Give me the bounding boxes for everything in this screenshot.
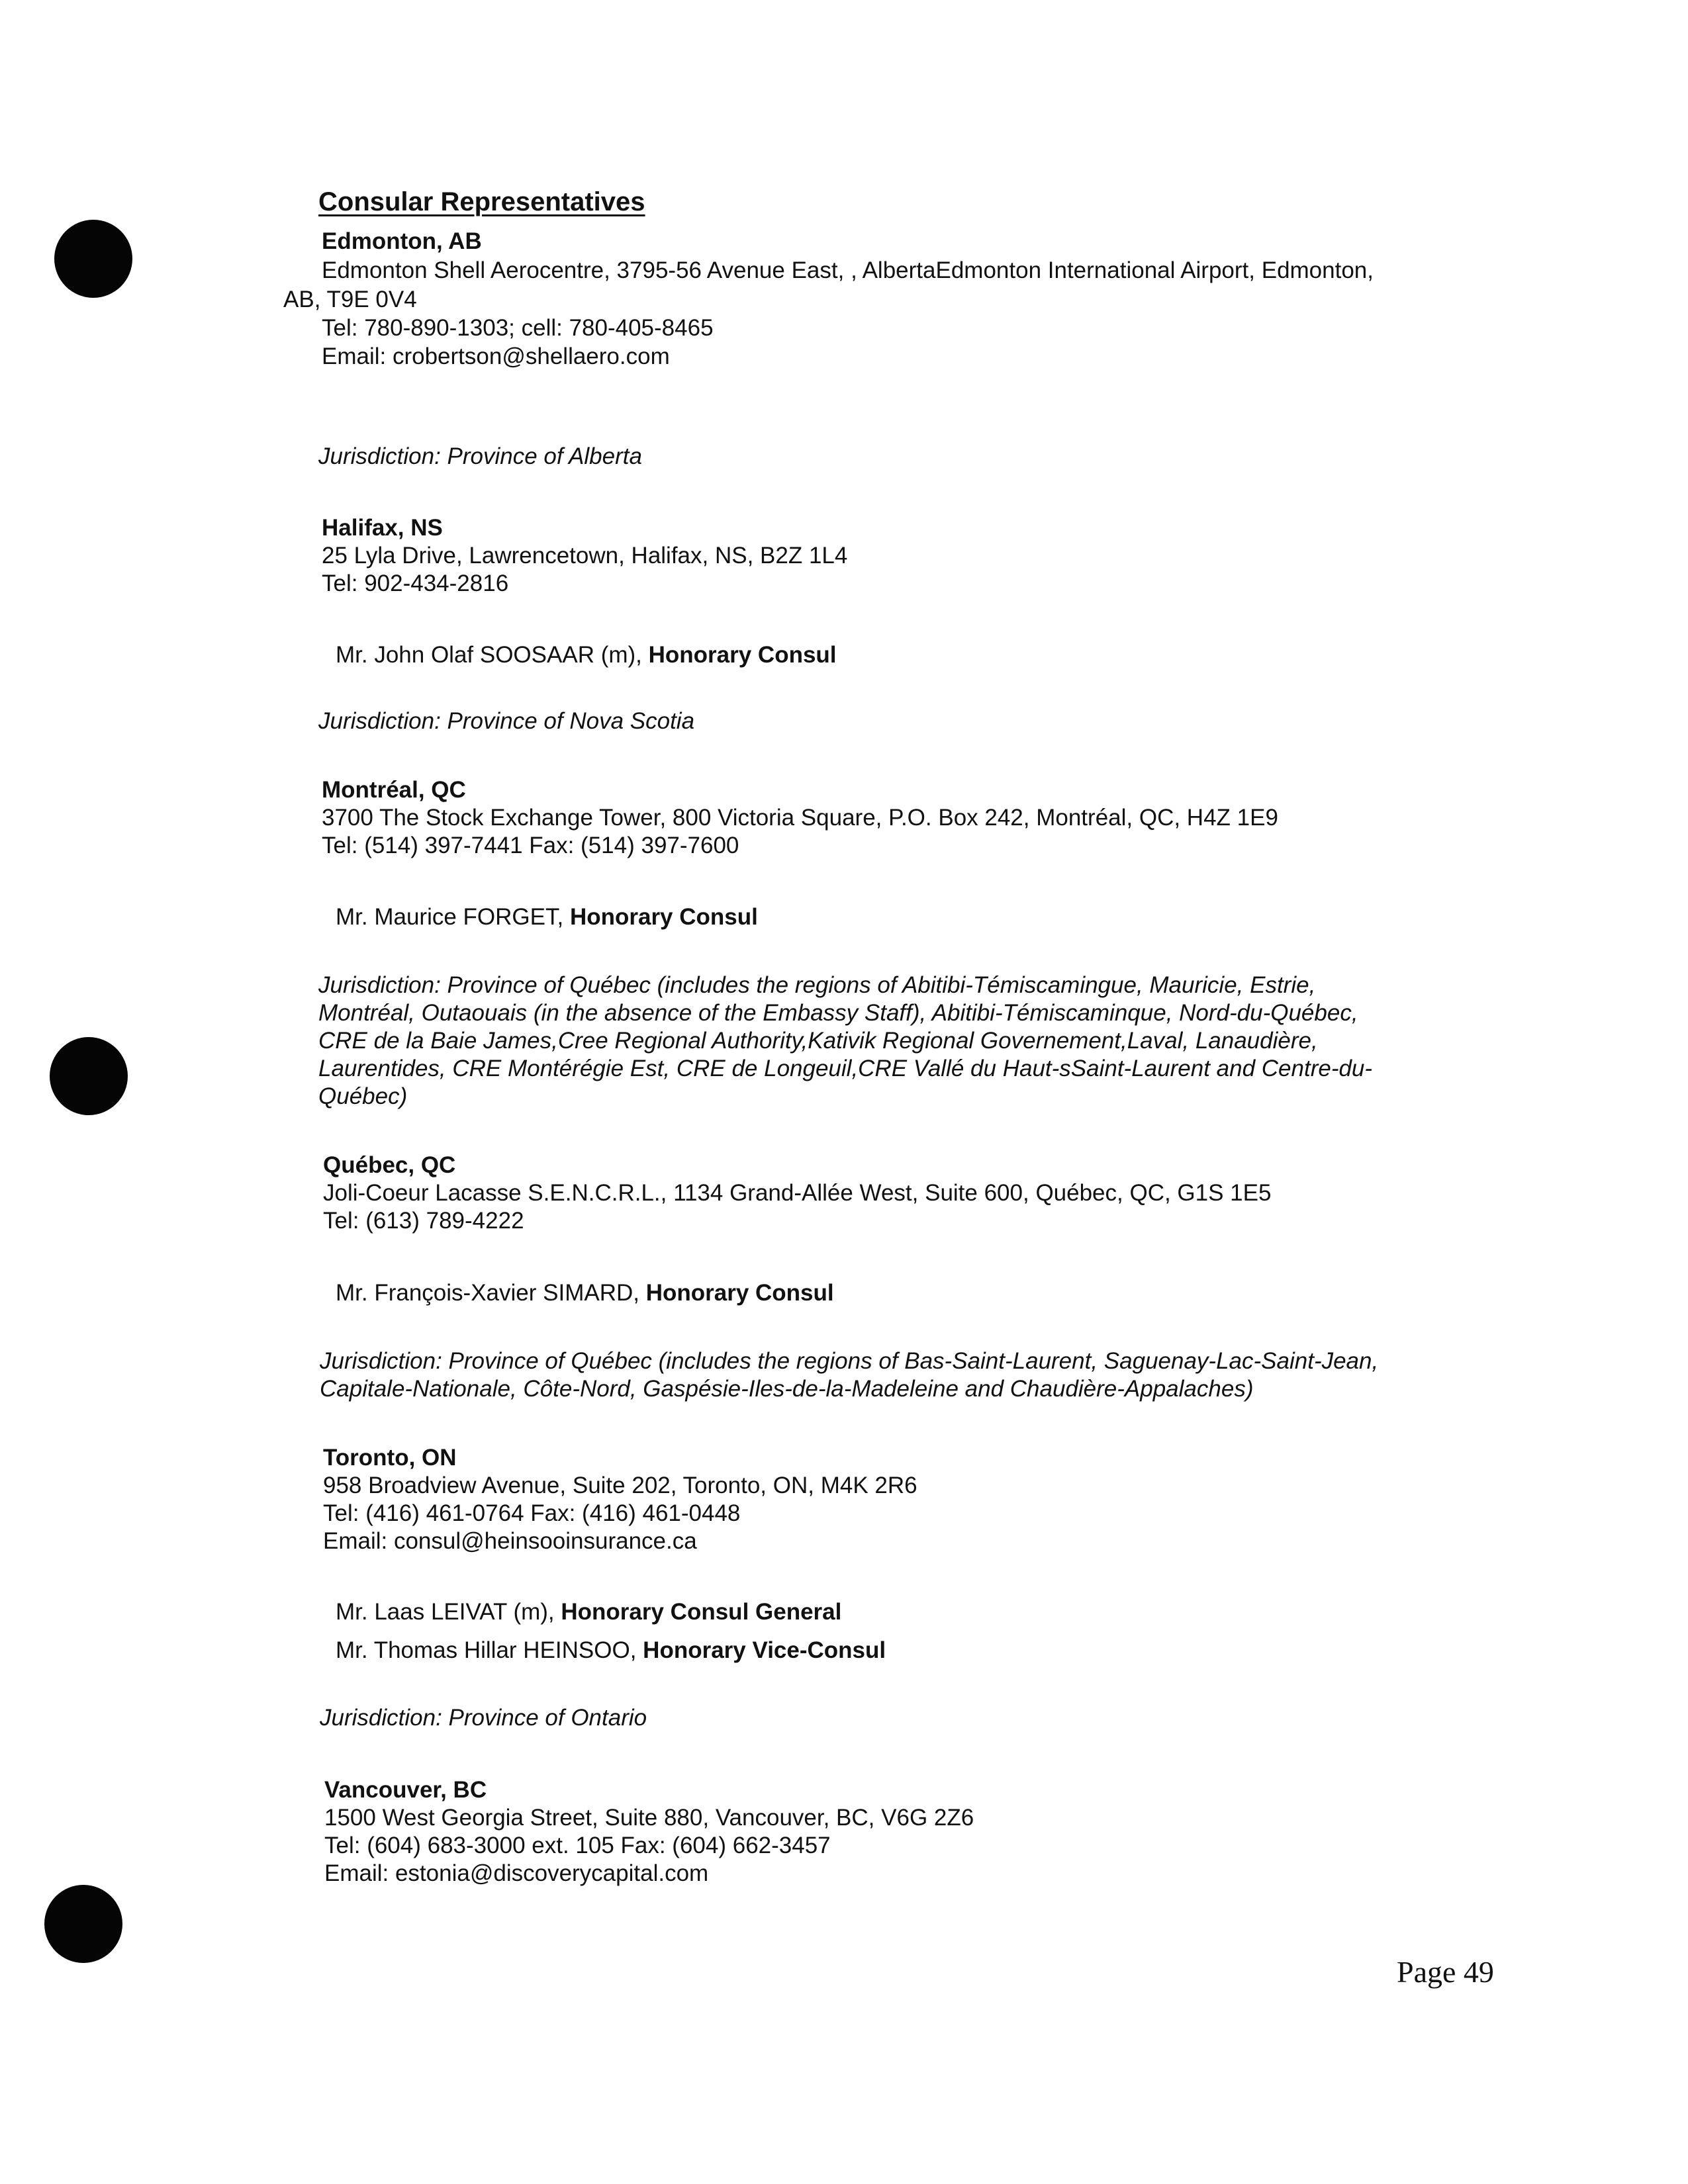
consul-title: Honorary Vice-Consul bbox=[643, 1637, 886, 1663]
consul-name: Mr. Laas LEIVAT (m), bbox=[336, 1599, 561, 1625]
jurisdiction-edmonton: Jurisdiction: Province of Alberta bbox=[318, 443, 642, 469]
city-heading-vancouver: Vancouver, BC bbox=[324, 1777, 487, 1803]
jurisdiction-montreal-line3: CRE de la Baie James,Cree Regional Authority,Kativik Regional Governement,Laval, Lanaudière, bbox=[318, 1028, 1318, 1054]
consul-name: Mr. Maurice FORGET, bbox=[336, 904, 570, 930]
consul-halifax bbox=[336, 641, 837, 670]
consul-name: Mr. François-Xavier SIMARD, bbox=[336, 1280, 646, 1306]
consul-title: Honorary Consul bbox=[569, 904, 758, 930]
email-vancouver: Email: estonia@discoverycapital.com bbox=[324, 1860, 709, 1886]
punch-hole-top bbox=[54, 220, 132, 298]
page-heading: Consular Representatives bbox=[318, 187, 645, 216]
phone-quebec: Tel: (613) 789-4222 bbox=[323, 1208, 524, 1234]
consul-name: Mr. Thomas Hillar HEINSOO, bbox=[336, 1637, 643, 1663]
page-number: Page 49 bbox=[1397, 1955, 1494, 1989]
consul-title: Honorary Consul General bbox=[561, 1599, 842, 1625]
city-heading-montreal: Montréal, QC bbox=[322, 777, 466, 803]
phone-toronto: Tel: (416) 461-0764 Fax: (416) 461-0448 bbox=[323, 1500, 741, 1526]
address-edmonton-line1: Edmonton Shell Aerocentre, 3795-56 Avenue East, , AlbertaEdmonton International Airport, Edmonton, bbox=[322, 257, 1374, 283]
jurisdiction-toronto: Jurisdiction: Province of Ontario bbox=[320, 1705, 647, 1731]
address-montreal: 3700 The Stock Exchange Tower, 800 Victoria Square, P.O. Box 242, Montréal, QC, H4Z 1E9 bbox=[322, 805, 1278, 831]
consul-toronto-1 bbox=[336, 1598, 841, 1627]
consul-montreal bbox=[336, 903, 758, 932]
phone-vancouver: Tel: (604) 683-3000 ext. 105 Fax: (604) 662-3457 bbox=[324, 1833, 831, 1858]
city-heading-halifax: Halifax, NS bbox=[322, 515, 443, 541]
email-edmonton: Email: crobertson@shellaero.com bbox=[322, 343, 670, 369]
punch-hole-bottom bbox=[44, 1885, 122, 1963]
jurisdiction-montreal-line1: Jurisdiction: Province of Québec (includes the regions of Abitibi-Témiscamingue, Mauricie, Estrie, bbox=[318, 972, 1316, 998]
consul-title: Honorary Consul bbox=[648, 642, 837, 668]
phone-montreal: Tel: (514) 397-7441 Fax: (514) 397-7600 bbox=[322, 833, 739, 858]
jurisdiction-quebec-line2: Capitale-Nationale, Côte-Nord, Gaspésie-Iles-de-la-Madeleine and Chaudière-Appalaches) bbox=[320, 1376, 1254, 1402]
address-quebec: Joli-Coeur Lacasse S.E.N.C.R.L., 1134 Grand-Allée West, Suite 600, Québec, QC, G1S 1E5 bbox=[323, 1180, 1272, 1206]
consul-quebec bbox=[336, 1279, 834, 1308]
email-toronto: Email: consul@heinsooinsurance.ca bbox=[323, 1528, 697, 1554]
consul-name: Mr. John Olaf SOOSAAR (m), bbox=[336, 642, 649, 668]
phone-halifax: Tel: 902-434-2816 bbox=[322, 570, 509, 596]
jurisdiction-montreal-line5: Québec) bbox=[318, 1083, 408, 1109]
address-vancouver: 1500 West Georgia Street, Suite 880, Vancouver, BC, V6G 2Z6 bbox=[324, 1805, 974, 1831]
address-halifax: 25 Lyla Drive, Lawrencetown, Halifax, NS, B2Z 1L4 bbox=[322, 543, 848, 569]
jurisdiction-halifax: Jurisdiction: Province of Nova Scotia bbox=[318, 708, 695, 734]
consul-toronto-2 bbox=[336, 1636, 886, 1665]
address-toronto: 958 Broadview Avenue, Suite 202, Toronto, ON, M4K 2R6 bbox=[323, 1473, 917, 1498]
address-edmonton-line2: AB, T9E 0V4 bbox=[283, 287, 417, 312]
jurisdiction-quebec-line1: Jurisdiction: Province of Québec (includes the regions of Bas-Saint-Laurent, Saguenay-Lac-Saint-Jean, bbox=[320, 1348, 1379, 1374]
jurisdiction-montreal-line2: Montréal, Outaouais (in the absence of the Embassy Staff), Abitibi-Témiscaminque, Nord-du-Québec, bbox=[318, 1000, 1358, 1026]
phone-edmonton: Tel: 780-890-1303; cell: 780-405-8465 bbox=[322, 315, 714, 341]
city-heading-quebec: Québec, QC bbox=[323, 1152, 456, 1178]
consul-title: Honorary Consul bbox=[645, 1280, 834, 1306]
city-heading-toronto: Toronto, ON bbox=[323, 1445, 457, 1471]
punch-hole-middle bbox=[50, 1037, 128, 1115]
city-heading-edmonton: Edmonton, AB bbox=[322, 228, 482, 254]
jurisdiction-montreal-line4: Laurentides, CRE Montérégie Est, CRE de Longeuil,CRE Vallé du Haut-sSaint-Laurent and Centre-du- bbox=[318, 1056, 1373, 1081]
